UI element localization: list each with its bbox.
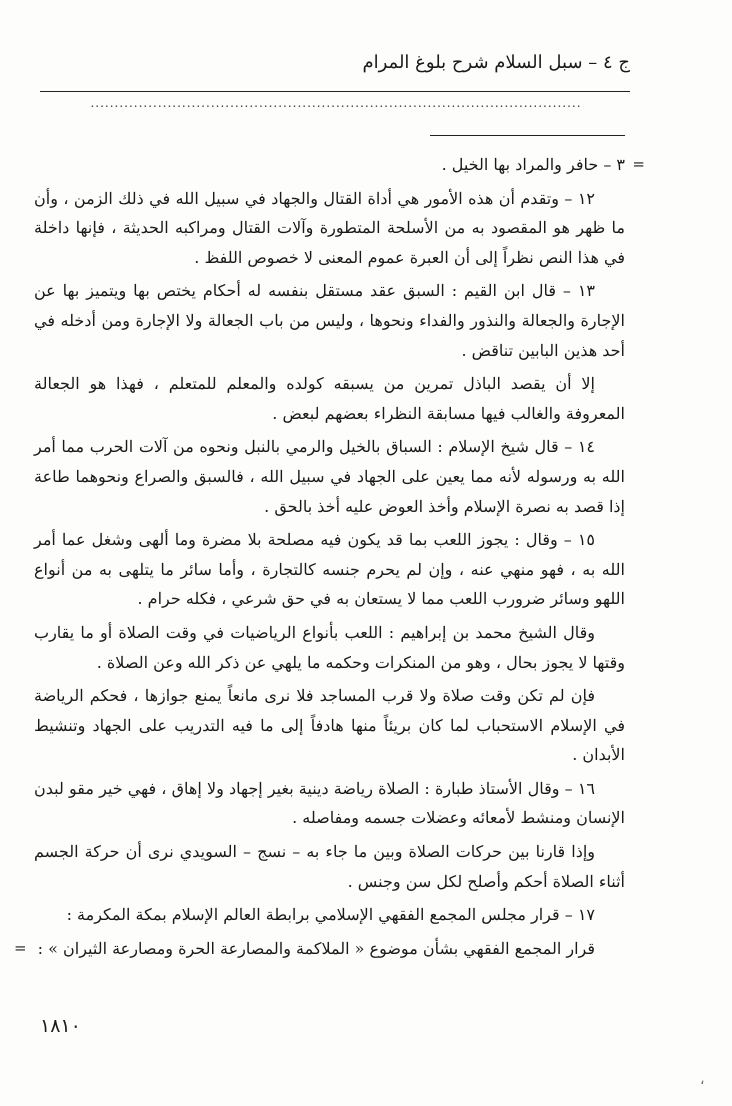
footnote-17: ١٧ – قرار مجلس المجمع الفقهي الإسلامي برابطة العالم الإسلام بمكة المكرمة :: [66, 905, 595, 925]
header-rule: [40, 91, 630, 92]
scan-mark: ،: [700, 1072, 705, 1088]
footnotes-body: [14, 150, 645, 967]
continuation-marker-end: =: [14, 938, 27, 957]
page-number: ١٨١٠: [40, 1015, 81, 1037]
footnote-continuation: [34, 150, 645, 180]
running-header: ج ٤ – سبل السلام شرح بلوغ المرام: [362, 52, 630, 73]
footnote-13: ١٣ – قال ابن القيم : السبق عقد مستقل بنفسه له أحكام يختص بها ويتميز بها عن الإجارة والجعالة والنذور والفداء ونحوها ، وليس من باب الجعالة ولا الإجارة ومن أدخله في أحد هذين البابين تناقض .: [34, 281, 625, 360]
dotted-separator: ......................................................................................................: [90, 96, 582, 110]
footnote-16-cont: وإذا قارنا بين حركات الصلاة وبين ما جاء به – نسج – السويدي نرى أن حركة الجسم أثناء الصلاة أحكم وأصلح لكل سن وجنس .: [34, 842, 625, 891]
paragraph-text: ٣ – حافر والمراد بها الخيل .: [441, 155, 625, 174]
footnote-13-cont: إلا أن يقصد الباذل تمرين من يسبقه كولده والمعلم للمتعلم ، فهذا هو الجعالة المعروفة والغالب فيها مسابقة النظراء بعضهم لبعض .: [34, 374, 625, 423]
footnote-15-cont: فإن لم تكن وقت صلاة ولا قرب المساجد فلا نرى مانعاً يمنع جوازها ، فحكم الرياضة في الإسلام الاستحباب لما كان بريئاً منها هادفاً إلى ما فيه التدريب على الجهاد وتنشيط الأبدان .: [34, 686, 625, 765]
footnote-rule: [430, 135, 625, 136]
continuation-marker: =: [632, 155, 645, 173]
footnote-16: ١٦ – وقال الأستاذ طبارة : الصلاة رياضة دينية بغير إجهاد ولا إهاق ، فهي خير مقو لبدن الإنسان ومنشط لأمعائه وعضلات جسمه ومفاصله .: [34, 778, 625, 828]
footnote-15-quote: وقال الشيخ محمد بن إبراهيم : اللعب بأنواع الرياضيات في وقت الصلاة أو ما يقارب وقتها لا يجوز بحال ، وهو من المنكرات وحكمه ما يلهي عن ذكر الله وعن الصلاة .: [34, 622, 625, 672]
footnote-12: ١٢ – وتقدم أن هذه الأمور هي أداة القتال والجهاد في سبيل الله في ذلك الزمن ، وأن ما ظهر هو المقصود به من الأسلحة المتطورة وآلات القتال ومراكبه الحديثة ، فإنها داخلة في هذا النص نظراً إلى أن العبرة عموم المعنى لا خصوص اللفظ .: [34, 188, 625, 267]
footnote-14: ١٤ – قال شيخ الإسلام : السباق بالخيل والرمي بالنبل ونحوه من آلات الحرب مما أمر الله به ورسوله لأنه مما يعين على الجهاد في سبيل الله ، فالسبق والصراع ونحوهما طاعة إذا قصد به نصرة الإسلام وأخذ العوض عليه أخذ بالحق .: [34, 437, 625, 516]
paragraph-text: قرار المجمع الفقهي بشأن موضوع « الملاكمة والمصارعة الحرة ومصارعة الثيران » :: [37, 938, 595, 958]
footnote-15: ١٥ – وقال : يجوز اللعب بما قد يكون فيه مصلحة بلا مضرة وما ألهى وشغل عما أمر الله به ، فهو منهي عنه ، وإن لم يحرم جنسه كالتجارة ، وأما سائر ما يتلهى به من أنواع اللهو وسائر ضرورب اللعب مما لا يستعان به في حق شرعي ، فكله حرام .: [34, 530, 626, 609]
footnote-17-cont: [14, 934, 625, 964]
